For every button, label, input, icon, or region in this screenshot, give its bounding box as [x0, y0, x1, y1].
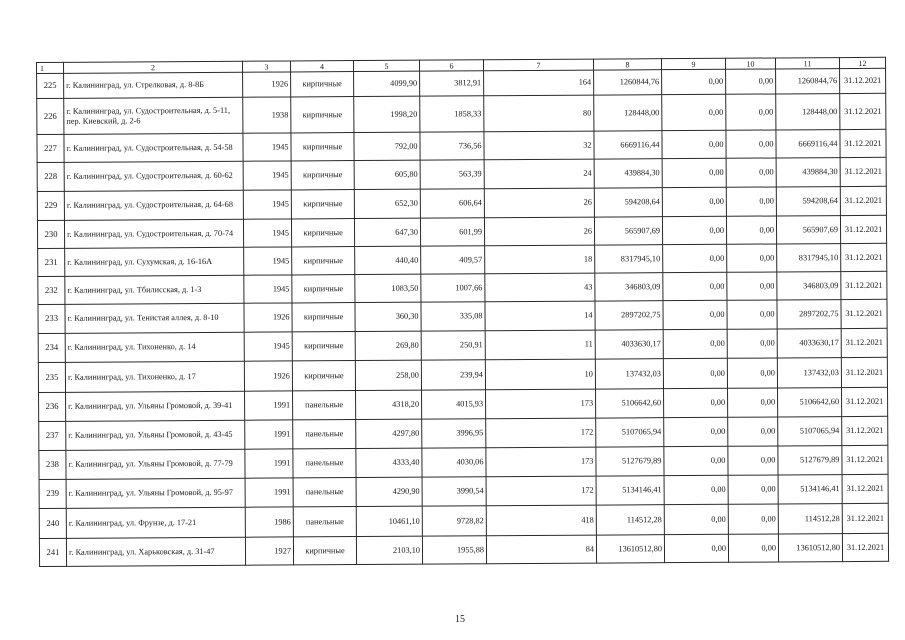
year-cell: 1986 [245, 507, 293, 537]
area-total-cell: 647,30 [354, 218, 420, 246]
header-cell: 12 [839, 57, 885, 68]
value-cell: 0,00 [664, 534, 728, 562]
row-number-cell: 226 [37, 98, 64, 134]
address-cell: г. Калининград, ул. Ульяны Громовой, д. 43-45 [66, 420, 245, 450]
date-cell: 31.12.2021 [841, 271, 887, 299]
address-cell: г. Калининград, ул. Судостроительная, д. 70-74 [64, 219, 243, 248]
row-number-cell: 237 [39, 421, 66, 450]
row-number-cell: 239 [39, 479, 66, 508]
header-cell: 4 [290, 61, 353, 72]
value-cell: 0,00 [663, 358, 727, 388]
date-cell: 31.12.2021 [841, 328, 887, 357]
total-cell: 13610512,80 [778, 534, 842, 562]
value-cell: 0,00 [662, 216, 726, 244]
total-cell: 4033630,17 [777, 329, 841, 358]
table-row [37, 93, 886, 134]
date-cell: 31.12.2021 [842, 445, 888, 474]
area-living-cell: 4030,06 [422, 448, 486, 477]
value-cell: 0,00 [726, 158, 776, 187]
date-cell: 31.12.2021 [840, 215, 886, 243]
residents-cell: 26 [484, 217, 594, 246]
residents-cell: 24 [484, 159, 594, 189]
value-cell: 0,00 [728, 417, 778, 446]
address-cell: г. Калининград, ул. Ульяны Громовой, д. 39-41 [66, 391, 245, 421]
value-cell: 0,00 [663, 272, 727, 300]
cost-cell: 594208,64 [594, 188, 662, 217]
area-living-cell: 409,57 [421, 246, 485, 274]
header-cell: 11 [775, 58, 839, 69]
year-cell: 1991 [245, 420, 293, 449]
material-cell: кирпичные [291, 161, 354, 190]
cost-cell: 2897202,75 [595, 301, 663, 330]
address-cell: г. Калининград, ул. Стрелковая, д. 8-8Б [64, 72, 243, 98]
area-total-cell: 1083,50 [355, 274, 421, 302]
year-cell: 1991 [245, 449, 293, 478]
date-cell: 31.12.2021 [842, 416, 888, 445]
area-living-cell: 736,56 [420, 132, 484, 160]
area-living-cell: 1007,66 [421, 274, 485, 302]
residents-cell: 173 [486, 389, 596, 419]
row-number-cell: 230 [37, 220, 64, 248]
value-cell: 0,00 [664, 388, 728, 417]
year-cell: 1938 [243, 97, 291, 133]
address-cell: г. Калининград, ул. Тихоненко, д. 17 [65, 361, 244, 392]
value-cell: 0,00 [662, 69, 726, 94]
value-cell: 0,00 [663, 300, 727, 329]
year-cell: 1945 [244, 332, 292, 361]
row-number-cell: 235 [38, 362, 65, 392]
row-number-cell: 225 [37, 73, 64, 98]
area-living-cell: 4015,93 [422, 390, 486, 419]
total-cell: 2897202,75 [777, 300, 841, 329]
area-living-cell: 335,08 [421, 302, 485, 331]
date-cell: 31.12.2021 [842, 474, 888, 503]
value-cell: 0,00 [727, 358, 777, 388]
cost-cell: 346803,09 [595, 273, 663, 301]
area-living-cell: 601,99 [420, 218, 484, 246]
header-cell: 10 [725, 58, 775, 69]
address-cell: г. Калининград, ул. Судостроительная, д. 64-68 [64, 190, 243, 220]
value-cell: 0,00 [726, 216, 776, 244]
residents-cell: 10 [485, 359, 595, 390]
area-living-cell: 9728,82 [422, 506, 486, 536]
residents-cell: 43 [485, 273, 595, 302]
cost-cell: 5134146,41 [596, 476, 664, 505]
date-cell: 31.12.2021 [840, 93, 886, 129]
value-cell: 0,00 [663, 244, 727, 272]
area-living-cell: 563,39 [420, 160, 484, 189]
value-cell: 0,00 [728, 534, 778, 562]
residents-cell: 11 [485, 330, 595, 360]
year-cell: 1945 [243, 161, 291, 190]
address-cell: г. Калининград, ул. Харьковская, д. 31-47 [66, 537, 245, 566]
row-number-cell: 229 [37, 191, 64, 220]
value-cell: 0,00 [727, 329, 777, 358]
address-cell: г. Калининград, ул. Судостроительная, д. 5-11, пер. Киевский, д. 2-6 [64, 97, 243, 134]
value-cell: 0,00 [662, 158, 726, 187]
area-total-cell: 1998,20 [354, 96, 420, 132]
area-total-cell: 440,40 [355, 246, 421, 274]
value-cell: 0,00 [662, 94, 726, 130]
value-cell: 0,00 [664, 504, 728, 534]
material-cell: кирпичные [292, 303, 355, 332]
header-cell: 6 [419, 60, 483, 71]
value-cell: 0,00 [727, 244, 777, 272]
value-cell: 0,00 [728, 504, 778, 534]
area-living-cell: 3996,95 [422, 419, 486, 448]
header-cell: 8 [593, 59, 661, 70]
area-total-cell: 4333,40 [356, 448, 422, 477]
cost-cell: 114512,28 [596, 505, 664, 535]
residents-cell: 18 [485, 245, 595, 274]
value-cell: 0,00 [726, 94, 776, 130]
header-cell: 2 [64, 61, 243, 73]
total-cell: 565907,69 [776, 216, 840, 244]
total-cell: 346803,09 [777, 272, 841, 300]
row-number-cell: 233 [38, 304, 65, 333]
total-cell: 5134146,41 [778, 475, 842, 504]
date-cell: 31.12.2021 [840, 186, 886, 215]
residents-cell: 80 [484, 95, 594, 132]
value-cell: 0,00 [728, 475, 778, 504]
cost-cell: 5106642,60 [596, 389, 664, 418]
residents-cell: 172 [486, 418, 596, 448]
area-living-cell: 3812,91 [420, 71, 484, 96]
material-cell: кирпичные [292, 361, 355, 391]
cost-cell: 8317945,10 [595, 245, 663, 273]
header-cell: 9 [661, 58, 725, 69]
value-cell: 0,00 [662, 130, 726, 158]
row-number-cell: 227 [37, 134, 64, 162]
residents-cell: 14 [485, 301, 595, 331]
year-cell: 1927 [245, 537, 293, 565]
total-cell: 5106642,60 [778, 388, 842, 417]
housing-table [36, 57, 889, 567]
address-cell: г. Калининград, ул. Фрунзе, д. 17-21 [66, 507, 245, 538]
row-number-cell: 240 [39, 508, 66, 538]
header-cell: 3 [242, 61, 290, 72]
year-cell: 1991 [245, 391, 293, 420]
total-cell: 137432,03 [777, 358, 841, 388]
area-total-cell: 4290,90 [356, 477, 422, 506]
address-cell: г. Калининград, ул. Сухумская, д. 16-16А [65, 247, 244, 276]
area-total-cell: 269,80 [355, 331, 421, 360]
residents-cell: 84 [486, 535, 596, 564]
area-total-cell: 4297,80 [356, 419, 422, 448]
row-number-cell: 236 [39, 392, 66, 421]
area-total-cell: 4099,90 [354, 71, 420, 96]
address-cell: г. Калининград, ул. Ульяны Громовой, д. 77-79 [66, 449, 245, 479]
material-cell: кирпичные [292, 275, 355, 303]
date-cell: 31.12.2021 [840, 68, 886, 93]
residents-cell: 32 [484, 131, 594, 160]
area-total-cell: 652,30 [354, 189, 420, 218]
total-cell: 1260844,76 [776, 69, 840, 94]
area-living-cell: 3990,54 [422, 477, 486, 506]
value-cell: 0,00 [662, 187, 726, 216]
year-cell: 1926 [244, 303, 292, 332]
residents-cell: 172 [486, 476, 596, 506]
area-total-cell: 360,30 [355, 302, 421, 331]
row-number-cell: 241 [39, 538, 66, 566]
header-cell: 1 [37, 62, 64, 73]
value-cell: 0,00 [728, 446, 778, 475]
material-cell: кирпичные [291, 133, 354, 161]
date-cell: 31.12.2021 [842, 503, 888, 533]
date-cell: 31.12.2021 [841, 299, 887, 328]
area-total-cell: 792,00 [354, 132, 420, 160]
value-cell: 0,00 [726, 187, 776, 216]
header-cell: 7 [483, 59, 593, 71]
cost-cell: 5127679,89 [596, 447, 664, 476]
total-cell: 594208,64 [776, 187, 840, 216]
material-cell: кирпичные [292, 332, 355, 361]
row-number-cell: 238 [39, 450, 66, 479]
cost-cell: 13610512,80 [596, 535, 664, 563]
address-cell: г. Калининград, ул. Судостроительная, д. 54-58 [64, 133, 243, 162]
date-cell: 31.12.2021 [841, 357, 887, 387]
material-cell: кирпичные [291, 72, 354, 97]
total-cell: 8317945,10 [777, 244, 841, 272]
cost-cell: 4033630,17 [595, 330, 663, 359]
year-cell: 1991 [245, 478, 293, 507]
value-cell: 0,00 [663, 329, 727, 358]
area-living-cell: 250,91 [421, 331, 485, 360]
cost-cell: 6669116,44 [594, 131, 662, 159]
value-cell: 0,00 [726, 69, 776, 94]
total-cell: 128448,00 [776, 94, 840, 130]
material-cell: панельные [293, 507, 356, 537]
total-cell: 5127679,89 [778, 446, 842, 475]
cost-cell: 5107065,94 [596, 418, 664, 447]
area-total-cell: 10461,10 [356, 506, 422, 536]
area-living-cell: 606,64 [420, 189, 484, 218]
area-living-cell: 1858,33 [420, 96, 484, 132]
address-cell: г. Калининград, ул. Тбилисская, д. 1-3 [65, 275, 244, 304]
year-cell: 1945 [243, 190, 291, 219]
year-cell: 1945 [244, 247, 292, 275]
material-cell: кирпичные [291, 97, 354, 133]
address-cell: г. Калининград, ул. Судостроительная, д. 60-62 [64, 161, 243, 191]
row-number-cell: 232 [38, 276, 65, 304]
row-number-cell: 228 [37, 162, 64, 191]
value-cell: 0,00 [664, 446, 728, 475]
material-cell: панельные [293, 420, 356, 449]
residents-cell: 173 [486, 447, 596, 477]
area-total-cell: 258,00 [355, 360, 421, 390]
cost-cell: 1260844,76 [594, 70, 662, 95]
area-living-cell: 1955,88 [422, 536, 486, 564]
cost-cell: 565907,69 [594, 217, 662, 245]
address-cell: г. Калининград, ул. Тихоненко, д. 14 [65, 332, 244, 362]
material-cell: панельные [293, 391, 356, 420]
residents-cell: 418 [486, 505, 596, 536]
address-cell: г. Калининград, ул. Ульяны Громовой, д. 95-97 [66, 478, 245, 508]
area-total-cell: 605,80 [354, 160, 420, 189]
material-cell: панельные [293, 478, 356, 507]
date-cell: 31.12.2021 [842, 533, 888, 561]
total-cell: 5107065,94 [778, 417, 842, 446]
row-number-cell: 231 [38, 248, 65, 276]
total-cell: 114512,28 [778, 504, 842, 534]
value-cell: 0,00 [664, 475, 728, 504]
material-cell: кирпичные [292, 247, 355, 275]
year-cell: 1945 [243, 133, 291, 161]
area-total-cell: 4318,20 [356, 390, 422, 419]
area-living-cell: 239,94 [421, 360, 485, 390]
year-cell: 1926 [243, 72, 291, 97]
value-cell: 0,00 [664, 417, 728, 446]
area-total-cell: 2103,10 [356, 536, 422, 564]
date-cell: 31.12.2021 [841, 243, 887, 271]
year-cell: 1926 [244, 361, 292, 391]
date-cell: 31.12.2021 [840, 157, 886, 186]
row-number-cell: 234 [38, 333, 65, 362]
date-cell: 31.12.2021 [840, 129, 886, 157]
document-sheet [36, 57, 885, 567]
table-row [39, 533, 888, 566]
value-cell: 0,00 [728, 388, 778, 417]
value-cell: 0,00 [726, 130, 776, 158]
material-cell: кирпичные [293, 537, 356, 565]
total-cell: 439884,30 [776, 158, 840, 187]
value-cell: 0,00 [727, 300, 777, 329]
material-cell: панельные [293, 449, 356, 478]
cost-cell: 439884,30 [594, 159, 662, 188]
year-cell: 1945 [243, 219, 291, 247]
cost-cell: 137432,03 [595, 359, 663, 389]
date-cell: 31.12.2021 [842, 387, 888, 416]
material-cell: кирпичные [291, 190, 354, 219]
residents-cell: 26 [484, 188, 594, 218]
residents-cell: 164 [484, 70, 594, 96]
address-cell: г. Калининград, ул. Тенистая аллея, д. 8-10 [65, 303, 244, 333]
cost-cell: 128448,00 [594, 95, 662, 131]
header-cell: 5 [353, 60, 419, 71]
total-cell: 6669116,44 [776, 130, 840, 158]
value-cell: 0,00 [727, 272, 777, 300]
material-cell: кирпичные [291, 219, 354, 247]
year-cell: 1945 [244, 275, 292, 303]
page-number: 15 [455, 614, 465, 625]
